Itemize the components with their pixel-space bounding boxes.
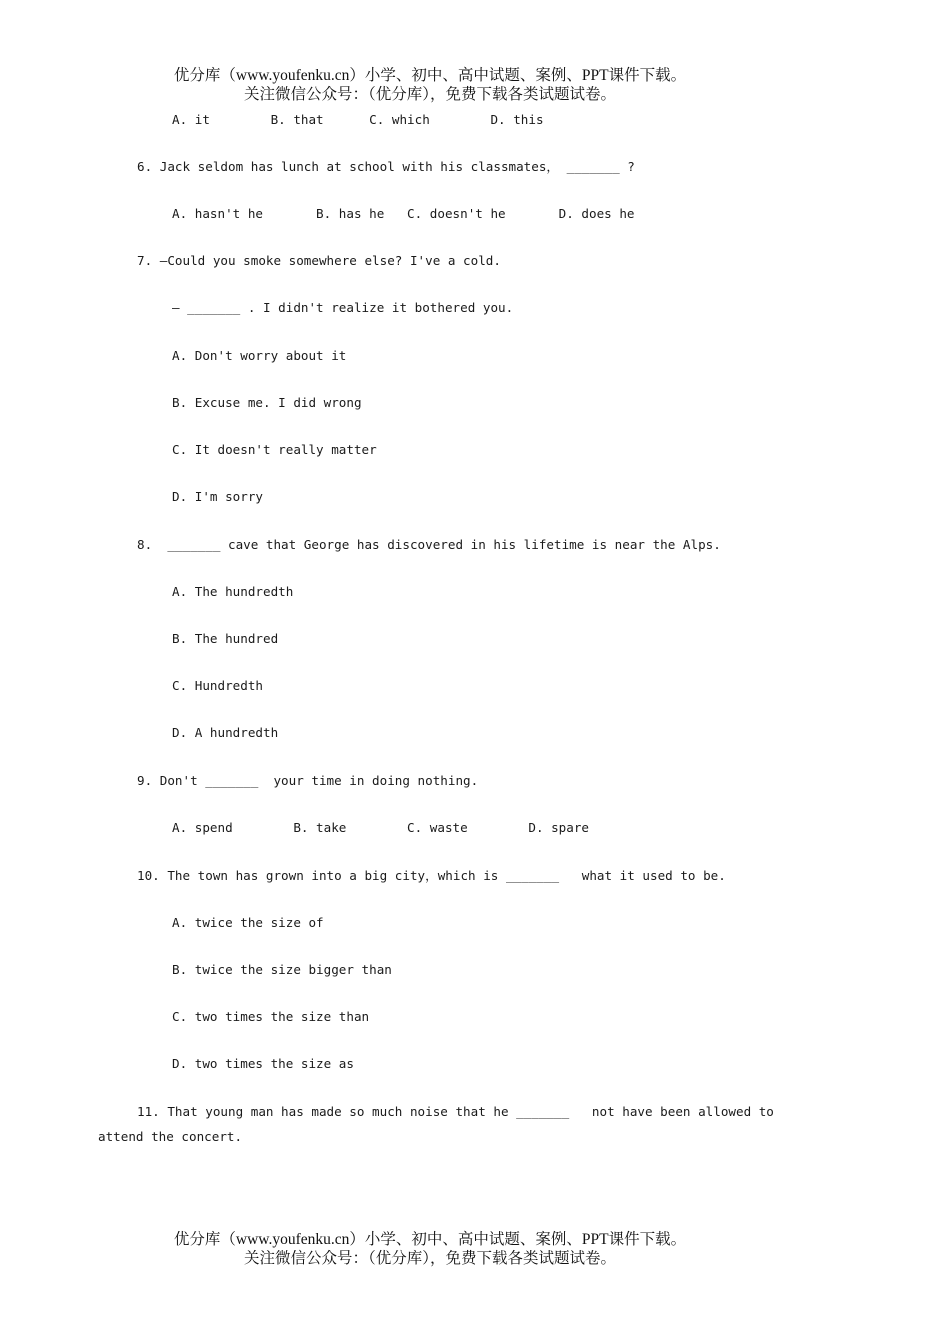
q7-option-b: B. Excuse me. I did wrong (172, 395, 362, 410)
q6-options: A. hasn't he B. has he C. doesn't he D. does he (172, 206, 635, 221)
q8-option-a: A. The hundredth (172, 584, 294, 599)
q7-reply: — _______ . I didn't realize it bothered you. (172, 300, 514, 315)
footer-line-1: 优分库（www.youfenku.cn）小学、初中、高中试题、案例、PPT课件下载。 (173, 1231, 687, 1248)
q8-option-b: B. The hundred (172, 631, 279, 646)
q10-option-c: C. two times the size than (172, 1009, 370, 1024)
q10-option-b: B. twice the size bigger than (172, 962, 392, 977)
q11-stem: 11. That young man has made so much noise that he _______ not have been allowed to (137, 1104, 774, 1119)
q9-stem: 9. Don't _______ your time in doing nothing. (137, 773, 479, 788)
q10-stem: 10. The town has grown into a big city，which is _______ what it used to be. (137, 868, 726, 883)
q10-option-a: A. twice the size of (172, 915, 324, 930)
page-footer (0, 1230, 860, 1268)
header-line-2: 关注微信公众号：（优分库），免费下载各类试题试卷。 (243, 86, 616, 103)
q8-option-d: D. A hundredth (172, 725, 279, 740)
q7-option-c: C. It doesn't really matter (172, 442, 377, 457)
q5-options: A. it B. that C. which D. this (172, 112, 544, 127)
q11-stem-continued: attend the concert. (98, 1129, 243, 1144)
q8-stem: 8. _______ cave that George has discovered in his lifetime is near the Alps. (137, 537, 721, 552)
header-line-1: 优分库（www.youfenku.cn）小学、初中、高中试题、案例、PPT课件下载。 (173, 67, 687, 84)
q6-stem: 6. Jack seldom has lunch at school with his classmates， _______ ? (137, 159, 635, 174)
q7-option-a: A. Don't worry about it (172, 348, 347, 363)
q8-option-c: C. Hundredth (172, 678, 263, 693)
footer-line-2: 关注微信公众号：（优分库），免费下载各类试题试卷。 (243, 1250, 616, 1267)
page-header (0, 66, 860, 104)
q7-option-d: D. I'm sorry (172, 489, 263, 504)
q9-options: A. spend B. take C. waste D. spare (172, 820, 590, 835)
q7-stem: 7. —Could you smoke somewhere else? I've a cold. (137, 253, 501, 268)
q10-option-d: D. two times the size as (172, 1056, 354, 1071)
